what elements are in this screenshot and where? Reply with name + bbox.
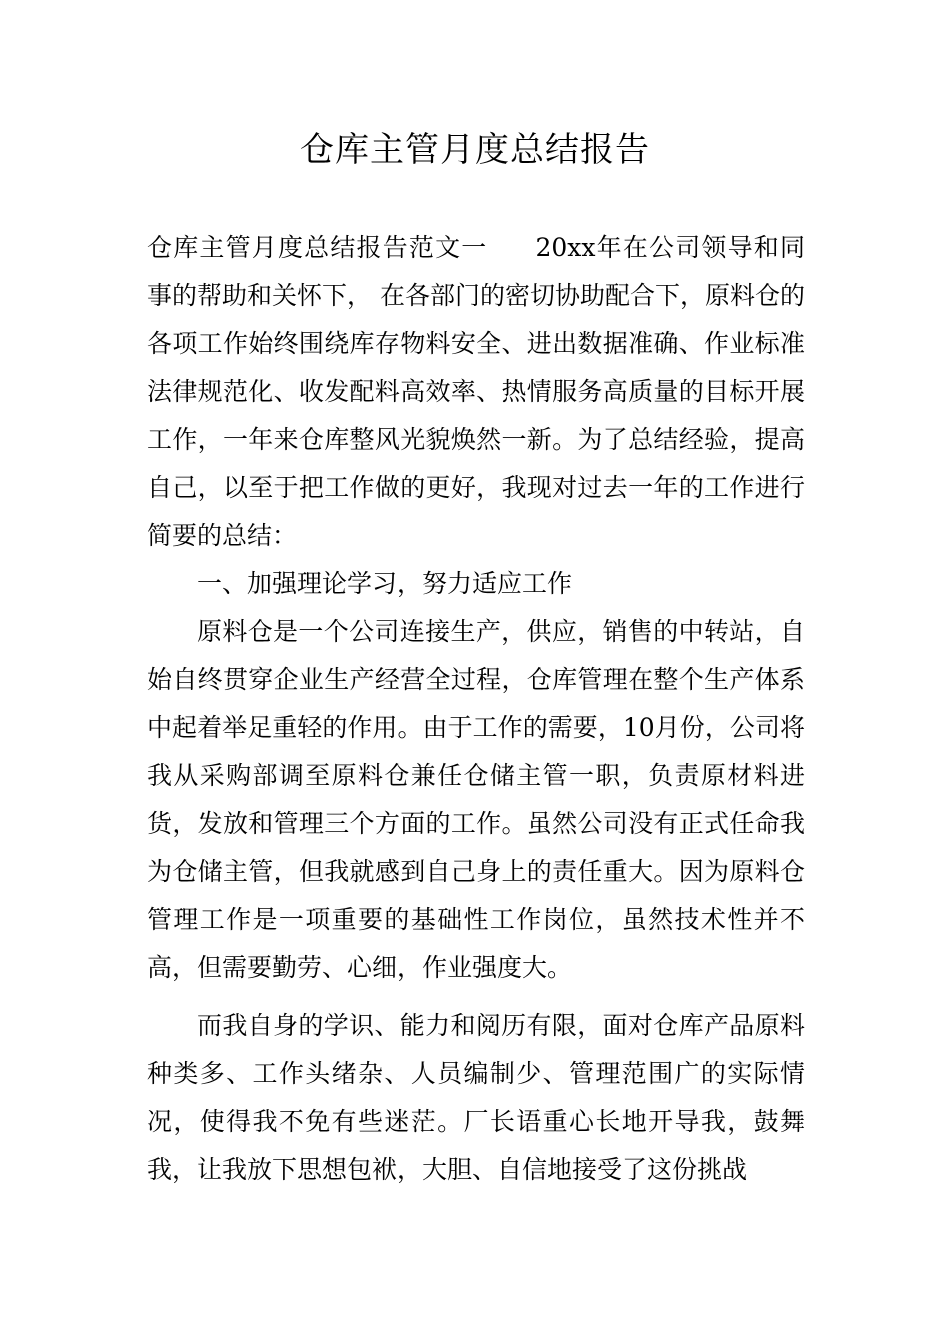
- paragraph: 而我自身的学识、能力和阅历有限，面对仓库产品原料种类多、工作头绪杂、人员编制少、管理范围广的实际情况，使得我不免有些迷茫。厂长语重心长地开导我，鼓舞我，让我放下思想包袱，大胆、自信地接受了这份挑战: [147, 1011, 805, 1184]
- paragraph-intro: [147, 224, 805, 560]
- document-body: [147, 224, 805, 1194]
- paragraph: 原料仓是一个公司连接生产，供应，销售的中转站，自始自终贯穿企业生产经营全过程，仓库管理在整个生产体系中起着举足重轻的作用。由于工作的需要，10月份，公司将我从采购部调至原料仓兼任仓储主管一职，负责原材料进货，发放和管理三个方面的工作。虽然公司没有正式任命我为仓储主管，但我就感到自己身上的责任重大。因为原料仓管理工作是一项重要的基础性工作岗位，虽然技术性并不高，但需要勤劳、心细，作业强度大。: [147, 617, 805, 982]
- paragraph-text: 20xx年在公司领导和同事的帮助和关怀下， 在各部门的密切协助配合下，原料仓的各项工作始终围绕库存物料安全、进出数据准确、作业标准法律规范化、收发配料高效率、热情服务高质量的目标开展工作，一年来仓库整风光貌焕然一新。为了总结经验，提高自己，以至于把工作做的更好，我现对过去一年的工作进行简要的总结：: [147, 233, 805, 550]
- paragraph-lead: 仓库主管月度总结报告范文一: [147, 233, 488, 262]
- document-title: 仓库主管月度总结报告: [300, 130, 650, 170]
- section-heading: 一、加强理论学习，努力适应工作: [197, 569, 573, 598]
